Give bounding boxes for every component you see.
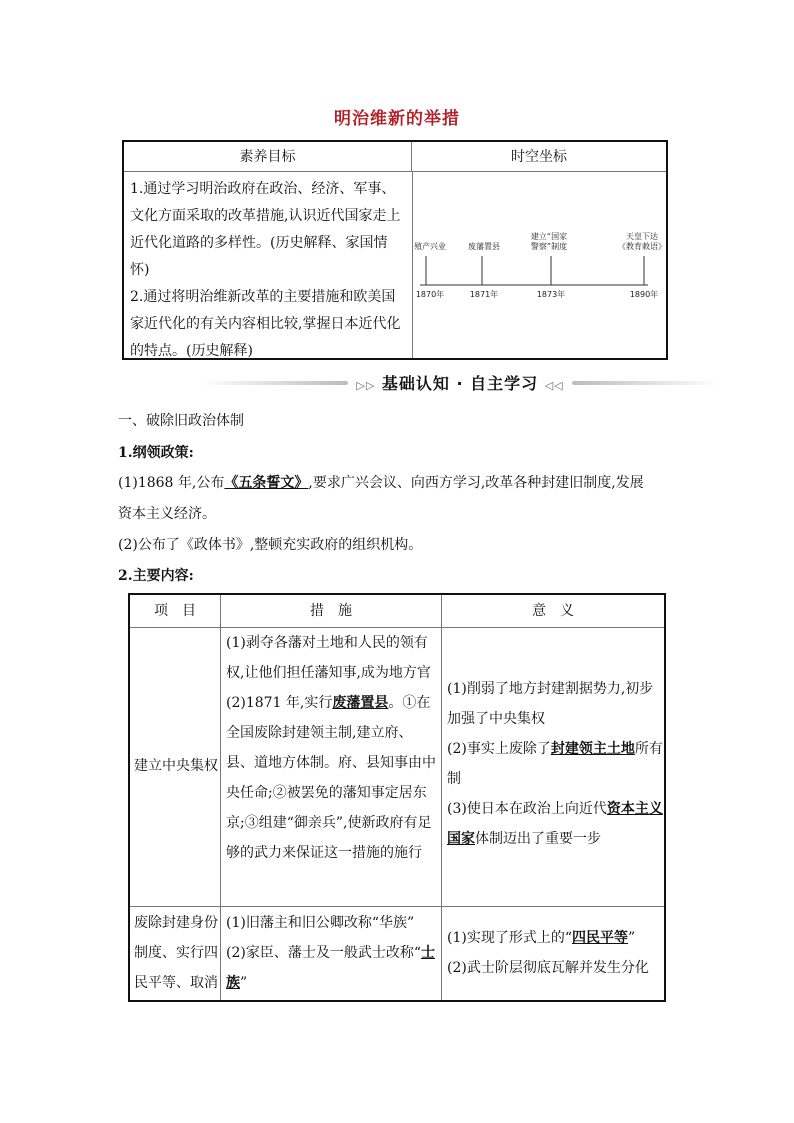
event-1870: 殖产兴业: [414, 242, 446, 251]
year-1870: 1870年: [415, 290, 445, 299]
row2-measure-a: (1)旧藩主和旧公卿改称“华族”: [226, 915, 415, 931]
year-1890: 1890年: [629, 290, 659, 299]
policy-item-1-prefix: (1)1868 年,公布: [118, 475, 225, 491]
event-1890-line2: 《教育敕语》: [618, 242, 666, 251]
header-measure: 措 施: [310, 603, 352, 619]
header-goals: 素养目标: [124, 142, 412, 172]
header-significance: 意 义: [532, 603, 574, 619]
row2-item: 废除封建身份制度、实行四民平等、取消: [134, 915, 218, 991]
banner-arrow-left-icon: ▷▷: [356, 379, 376, 392]
row1-sig-b: [447, 734, 663, 794]
subheading-content: 2.主要内容:: [118, 568, 194, 584]
row1-measure-b-prefix: (2)1871 年,实行: [226, 695, 333, 711]
row2-sig-b: (2)武士阶层彻底瓦解并发生分化: [447, 960, 649, 976]
term-shizoku: 士族: [226, 945, 435, 991]
policy-item-2: (2)公布了《政体书》,整顿充实政府的组织机构。: [118, 537, 423, 553]
event-1873-line2: 警察”制度: [530, 242, 568, 251]
event-1890-line1: 天皇下达: [626, 232, 658, 241]
banner-text: [348, 371, 572, 394]
col-divider-2: [441, 595, 442, 1000]
row-divider: [130, 906, 664, 907]
row1-measure-b: [226, 688, 438, 868]
row1-sig-c: [447, 794, 663, 854]
row2-significance: [447, 923, 663, 983]
banner-title: 基础认知 · 自主学习: [381, 374, 539, 393]
row1-sig-c-prefix: (3)使日本在政治上向近代: [447, 801, 607, 817]
row2-sig-a-rest: ”: [628, 930, 636, 946]
year-1871: 1871年: [469, 290, 499, 299]
policy-item-1-line2: 资本主义经济。: [118, 506, 216, 522]
row1-sig-b-prefix: (2)事实上废除了: [447, 741, 551, 757]
row1-sig-a: (1)削弱了地方封建割据势力,初步加强了中央集权: [447, 681, 654, 727]
banner-bar-left: [200, 381, 348, 385]
policy-item-1: [118, 473, 644, 493]
row1-measures: [226, 628, 438, 868]
term-abolish-domains: 废藩置县: [332, 695, 389, 711]
section-heading: 一、破除旧政治体制: [118, 413, 244, 429]
policy-item-1-rest: ,要求广兴会议、向西方学习,改革各种封建旧制度,发展: [308, 475, 644, 491]
goal-2: 2.通过将明治维新改革的主要措施和欧美国家近代化的有关内容相比较,掌握日本近代化的特点。(历史解释): [130, 289, 401, 359]
term-feudal-land: 封建领主土地: [550, 741, 635, 757]
row1-significance: [447, 674, 663, 854]
timeline-chart: [410, 225, 668, 305]
col-divider-1: [220, 595, 221, 1000]
header-item: 项 目: [154, 603, 196, 619]
term-capitalist-state: 资本主义国家: [447, 801, 663, 847]
content-table: [128, 593, 666, 1002]
banner-bar-right: [572, 381, 720, 385]
row1-measure-a: (1)剥夺各藩对土地和人民的领有权,让他们担任藩知事,成为地方官: [226, 635, 431, 681]
row2-measure-b-prefix: (2)家臣、藩士及一般武士改称“: [226, 945, 421, 961]
section-banner: [200, 371, 720, 395]
row2-sig-a-prefix: (1)实现了形式上的“: [447, 930, 572, 946]
row1-sig-b-rest: 所有制: [447, 741, 663, 787]
row1-item: 建立中央集权: [134, 758, 218, 774]
row2-measures: [226, 908, 438, 998]
row1-measure-b-rest: 。①在全国废除封建领主制,建立府、县、道地方体制。府、县知事由中央任命;②被罢免的藩知事定居东京;③组建“御亲兵”,使新政府有足够的武力来保证这一措施的施行: [226, 695, 436, 861]
subheading-policy: 1.纲领政策:: [118, 445, 194, 461]
row2-sig-a: [447, 923, 663, 953]
row1-sig-c-rest: 体制迈出了重要一步: [475, 831, 601, 847]
banner-arrow-right-icon: ◁◁: [544, 379, 564, 392]
goals-text: [130, 176, 406, 365]
page-title: 明治维新的举措: [334, 109, 460, 129]
event-1873-line1: 建立“国家: [530, 232, 568, 241]
goal-1: 1.通过学习明治政府在政治、经济、军事、文化方面采取的改革措施,认识近代国家走上近代化道路的多样性。(历史解释、家国情怀): [130, 181, 401, 278]
row2-measure-b-rest: ”: [240, 975, 248, 991]
event-1871: 废藩置县: [468, 242, 500, 251]
row2-measure-b: [226, 938, 438, 998]
term-four-classes-equal: 四民平等: [572, 930, 628, 946]
header-timeline: 时空坐标: [412, 142, 666, 172]
term-five-charter: 《五条誓文》: [224, 475, 309, 491]
year-1873: 1873年: [536, 290, 566, 299]
